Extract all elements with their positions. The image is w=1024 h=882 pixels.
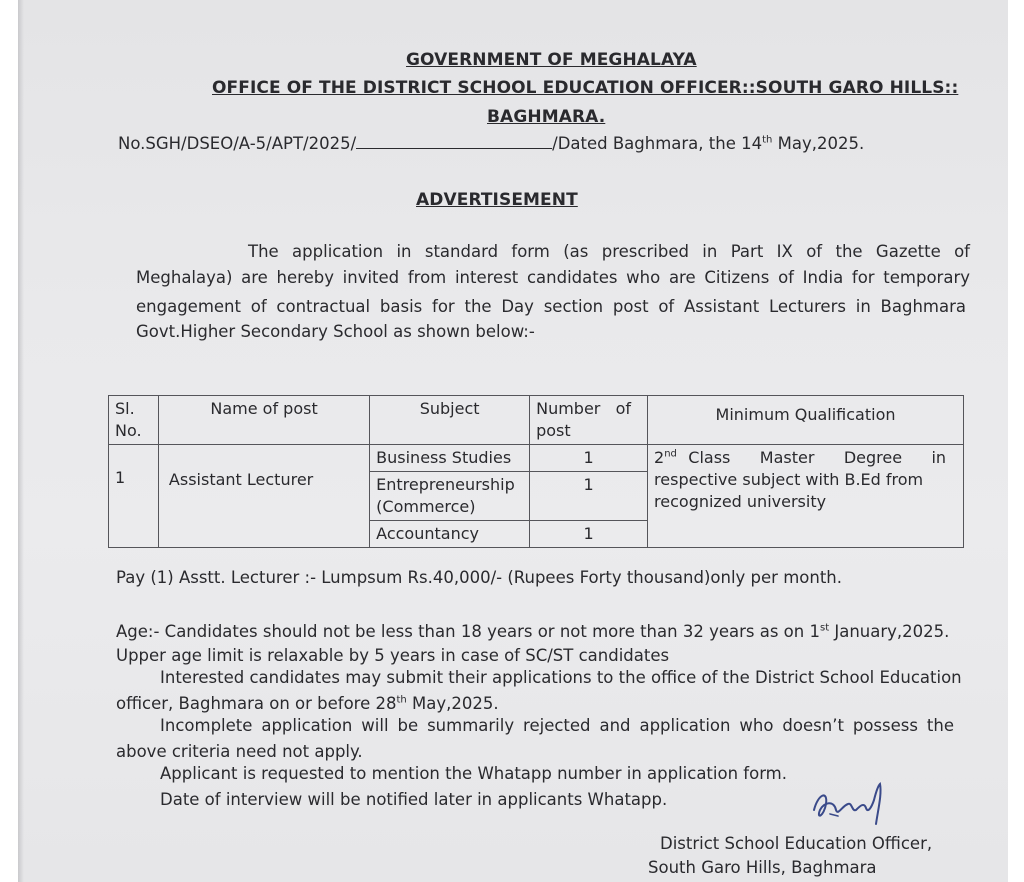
posts-table bbox=[108, 395, 964, 548]
incomplete-line-2: above criteria need not apply. bbox=[116, 742, 363, 761]
interview-line: Date of interview will be notified later in applicants Whatapp. bbox=[160, 790, 668, 809]
incomplete-line-1: Incomplete application will be summarily rejected and application who doesn’t possess the bbox=[160, 716, 954, 735]
subject-entrepreneurship: Entrepreneurship bbox=[376, 475, 515, 494]
signatory-title: District School Education Officer, bbox=[660, 834, 933, 853]
cell-post-name: Assistant Lecturer bbox=[158, 445, 369, 548]
cell-qualification bbox=[648, 445, 964, 548]
intro-line-2: Meghalaya) are hereby invited from interest candidates who are Citizens of India for temporary bbox=[136, 268, 970, 287]
submit-suffix: May,2025. bbox=[406, 694, 499, 713]
table-row bbox=[109, 445, 964, 472]
ref-blank-line bbox=[356, 134, 552, 149]
age-suffix: January,2025. bbox=[829, 622, 950, 641]
ref-dated-suffix: May,2025. bbox=[772, 134, 865, 153]
cell-count-business: 1 bbox=[530, 445, 648, 472]
whatsapp-line: Applicant is requested to mention the Whatapp number in application form. bbox=[160, 764, 787, 783]
submit-sup: th bbox=[396, 694, 407, 706]
submit-text: officer, Baghmara on or before 28 bbox=[116, 694, 397, 713]
header-name-of-post: Name of post bbox=[158, 396, 369, 445]
header-sl-text: Sl. bbox=[115, 399, 135, 418]
cell-subject-accountancy: Accountancy bbox=[370, 521, 530, 548]
age-sup: st bbox=[819, 622, 830, 634]
header-sl-no bbox=[109, 396, 159, 445]
qual-line1-rest: Class Master Degree in bbox=[688, 448, 947, 467]
intro-line-1: The application in standard form (as prescribed in Part IX of the Gazette of bbox=[248, 242, 970, 261]
qualification-line-2: respective subject with B.Ed from bbox=[654, 470, 924, 489]
qualification-line-3: recognized university bbox=[654, 492, 827, 511]
ref-dated-sup: th bbox=[762, 134, 773, 146]
header-min-qualification: Minimum Qualification bbox=[648, 396, 964, 445]
age-text: Age:- Candidates should not be less than 18 years or not more than 32 years as on 1 bbox=[116, 622, 820, 641]
table-header-row bbox=[109, 396, 964, 445]
location-heading: BAGHMARA. bbox=[487, 107, 606, 127]
header-subject: Subject bbox=[370, 396, 530, 445]
cell-subject-business: Business Studies bbox=[370, 445, 530, 472]
submit-line-2 bbox=[116, 694, 499, 713]
signatory-location: South Garo Hills, Baghmara bbox=[648, 858, 877, 877]
government-heading: GOVERNMENT OF MEGHALAYA bbox=[406, 50, 697, 70]
header-number-of-post bbox=[530, 396, 648, 445]
qual-ordinal: 2 bbox=[654, 448, 665, 467]
header-number-text: Number of bbox=[536, 399, 632, 418]
subject-commerce: (Commerce) bbox=[376, 497, 476, 516]
paper-shadow bbox=[18, 0, 24, 882]
ref-number-text: No.SGH/DSEO/A-5/APT/2025/ bbox=[118, 134, 357, 153]
qual-ordinal-sup: nd bbox=[664, 448, 677, 460]
ref-dated-text: /Dated Baghmara, the 14 bbox=[552, 134, 763, 153]
cell-count-entrepreneurship: 1 bbox=[530, 472, 648, 521]
intro-line-4: Govt.Higher Secondary School as shown below:- bbox=[136, 322, 535, 341]
pay-line: Pay (1) Asstt. Lecturer :- Lumpsum Rs.40,000/- (Rupees Forty thousand)only per month. bbox=[116, 568, 842, 587]
advertisement-title: ADVERTISEMENT bbox=[416, 190, 578, 210]
cell-sl: 1 bbox=[109, 445, 159, 548]
cell-subject-entrepreneurship bbox=[370, 472, 530, 521]
reference-number bbox=[118, 134, 864, 153]
cell-count-accountancy: 1 bbox=[530, 521, 648, 548]
age-line-2: Upper age limit is relaxable by 5 years in case of SC/ST candidates bbox=[116, 646, 670, 665]
age-line-1 bbox=[116, 622, 949, 641]
intro-line-3: engagement of contractual basis for the Day section post of Assistant Lecturers in Baghmara bbox=[136, 297, 966, 316]
submit-line-1: Interested candidates may submit their applications to the office of the District School Education bbox=[160, 668, 962, 687]
office-heading: OFFICE OF THE DISTRICT SCHOOL EDUCATION OFFICER::SOUTH GARO HILLS:: bbox=[212, 78, 959, 98]
header-post-text: post bbox=[536, 421, 571, 440]
qualification-line-1 bbox=[654, 447, 946, 469]
signature-mark bbox=[808, 780, 898, 835]
header-no-text: No. bbox=[115, 421, 142, 440]
